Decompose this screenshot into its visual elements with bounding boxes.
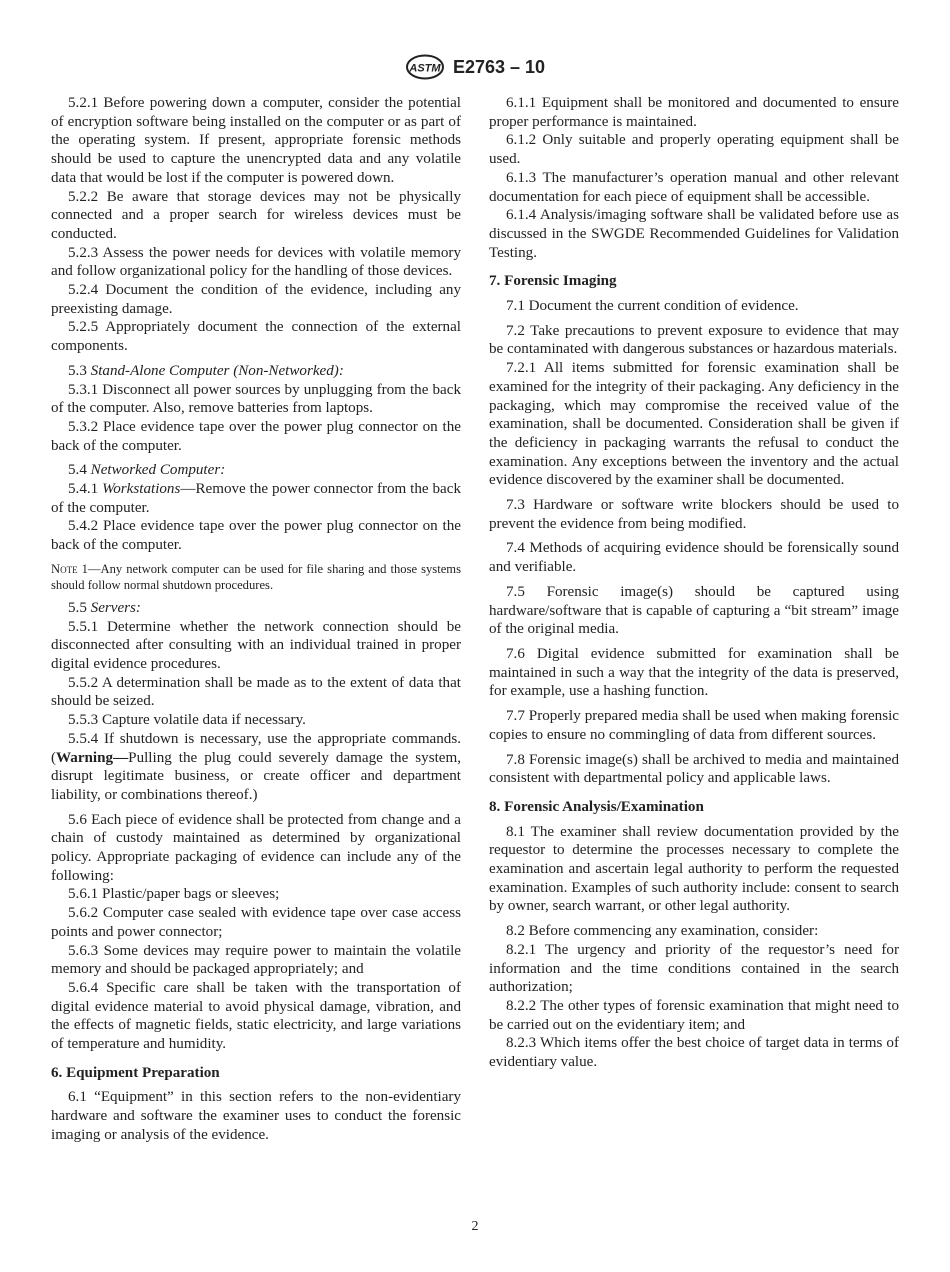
paragraph-5-3: 5.3 Stand-Alone Computer (Non-Networked): [68, 362, 344, 379]
paragraph-5-2-5: 5.2.5 Appropriately document the connection of the external components. [51, 319, 461, 355]
section-6-heading: 6. Equipment Preparation [51, 1064, 220, 1081]
document-id: E2763 – 10 [452, 56, 546, 77]
paragraph-6-1-3: 6.1.3 The manufacturer’s operation manual and other relevant documentation for each piece of equipment shall be accessible. [489, 169, 899, 205]
paragraph-7-1: 7.1 Document the current condition of evidence. [506, 298, 799, 315]
paragraph-5-2-3: 5.2.3 Assess the power needs for devices with volatile memory and follow organizational policy for the handling of those devices. [51, 244, 461, 280]
section-7-heading: 7. Forensic Imaging [489, 273, 617, 290]
paragraph-6-1: 6.1 “Equipment” in this section refers to the non-evidentiary hardware and software the examiner uses to conduct the forensic imaging or analysis of the evidence. [51, 1089, 461, 1143]
note-1: Note 1—Any network computer can be used for file sharing and those systems should follow normal shutdown procedures. [51, 561, 461, 592]
paragraph-6-1-4: 6.1.4 Analysis/imaging software shall be validated before use as discussed in the SWGDE Recommended Guidelines for Validation Testing. [489, 207, 899, 261]
paragraph-7-5: 7.5 Forensic image(s) should be captured using hardware/software that is capable of capturing a “bit stream” image of the original media. [489, 583, 899, 638]
paragraph-5-6-4: 5.6.4 Specific care shall be taken with the transportation of digital evidence material to avoid physical damage, vibration, and the effects of magnetic fields, static electricity, and large variations of temperature and humidity. [51, 979, 461, 1053]
svg-text:ASTM: ASTM [409, 62, 441, 75]
paragraph-6-1-1: 6.1.1 Equipment shall be monitored and documented to ensure proper performance is maintained. [489, 95, 899, 130]
paragraph-5-5-3: 5.5.3 Capture volatile data if necessary. [68, 712, 306, 729]
paragraph-7-8: 7.8 Forensic image(s) shall be archived to media and maintained consistent with departmental policy and applicable laws. [489, 751, 899, 787]
paragraph-7-2: 7.2 Take precautions to prevent exposure to evidence that may be contaminated with dangerous substances or hazardous materials. [489, 322, 899, 358]
paragraph-8-2: 8.2 Before commencing any examination, consider: [506, 923, 819, 940]
paragraph-5-2-2: 5.2.2 Be aware that storage devices may not be physically connected and a proper search for wireless devices must be conducted. [51, 188, 461, 242]
paragraph-8-2-2: 8.2.2 The other types of forensic examination that might need to be carried out on the evidentiary item; and [489, 997, 899, 1033]
paragraph-5-4-1: 5.4.1 Workstations—Remove the power connector from the back of the computer. [51, 481, 461, 516]
page-number: 2 [471, 1219, 479, 1234]
paragraph-5-6: 5.6 Each piece of evidence shall be protected from change and a chain of custody maintained as determined by organizational policy. Appropriate packaging of evidence can include any of the following: [51, 811, 461, 884]
paragraph-5-6-3: 5.6.3 Some devices may require power to maintain the volatile memory and should be packaged appropriately; and [51, 942, 461, 978]
paragraph-5-5-2: 5.5.2 A determination shall be made as to the extent of data that should be seized. [51, 674, 461, 710]
paragraph-7-2-1: 7.2.1 All items submitted for forensic examination shall be examined for the integrity of their packaging. Any deficiency in the packaging, which may compromise the received value of the examination, shall be documented. Consideration shall be given if the deficiency in packaging warrants the refusal to conduct the examination. Any exceptions between the inventory and the actual evidence discovered by the examiner shall be documented. [489, 360, 899, 489]
astm-logo-icon [405, 54, 445, 80]
paragraph-6-1-2: 6.1.2 Only suitable and properly operating equipment shall be used. [489, 132, 899, 168]
paragraph-8-1: 8.1 The examiner shall review documentation provided by the requestor to determine the processes necessary to complete the examination and ascertain legal authority to perform the requested examination. Examples of such authority include: consent to search by owner, search warrant, or other legal authority. [489, 823, 899, 915]
paragraph-5-2-4: 5.2.4 Document the condition of the evidence, including any preexisting damage. [51, 282, 461, 317]
section-8-heading: 8. Forensic Analysis/Examination [489, 798, 704, 815]
paragraph-8-2-1: 8.2.1 The urgency and priority of the requestor’s need for information and the time conditions contained in the search authorization; [489, 941, 899, 996]
left-column [51, 94, 461, 1145]
paragraph-5-2-1: 5.2.1 Before powering down a computer, consider the potential of encryption software being installed on the computer or as part of the operating system. If present, appropriate forensic methods should be used to capture the unencrypted data and any volatile data that would be lost if the computer is powered down. [51, 95, 461, 186]
paragraph-7-3: 7.3 Hardware or software write blockers should be used to prevent the evidence from being modified. [489, 497, 899, 532]
paragraph-5-5: 5.5 Servers: [68, 599, 141, 616]
right-column [489, 94, 899, 1072]
page-header [0, 54, 950, 84]
paragraph-7-4: 7.4 Methods of acquiring evidence should be forensically sound and verifiable. [489, 540, 899, 576]
paragraph-5-5-4: 5.5.4 If shutdown is necessary, use the appropriate commands. (Warning—Pulling the plug could severely damage the system, disrupt legitimate business, or create officer and department liability, or combinations thereof.) [51, 730, 461, 803]
paragraph-5-4: 5.4 Networked Computer: [68, 462, 226, 479]
paragraph-5-4-2: 5.4.2 Place evidence tape over the power plug connector on the back of the computer. [51, 518, 461, 554]
paragraph-8-2-3: 8.2.3 Which items offer the best choice of target data in terms of evidentiary value. [489, 1035, 899, 1071]
paragraph-7-6: 7.6 Digital evidence submitted for examination shall be maintained in such a way that the integrity of the data is preserved, for example, use a hashing function. [489, 645, 899, 700]
paragraph-5-3-1: 5.3.1 Disconnect all power sources by unplugging from the back of the computer. Also, remove batteries from laptops. [51, 381, 461, 417]
paragraph-5-5-1: 5.5.1 Determine whether the network connection should be disconnected after consulting with an individual trained in proper digital evidence procedures. [51, 618, 461, 672]
paragraph-5-6-2: 5.6.2 Computer case sealed with evidence tape over case access points and power connector; [51, 905, 461, 940]
paragraph-5-3-2: 5.3.2 Place evidence tape over the power plug connector on the back of the computer. [51, 418, 461, 454]
paragraph-7-7: 7.7 Properly prepared media shall be used when making forensic copies to ensure no commingling of data from different sources. [489, 708, 899, 743]
paragraph-5-6-1: 5.6.1 Plastic/paper bags or sleeves; [68, 886, 280, 903]
